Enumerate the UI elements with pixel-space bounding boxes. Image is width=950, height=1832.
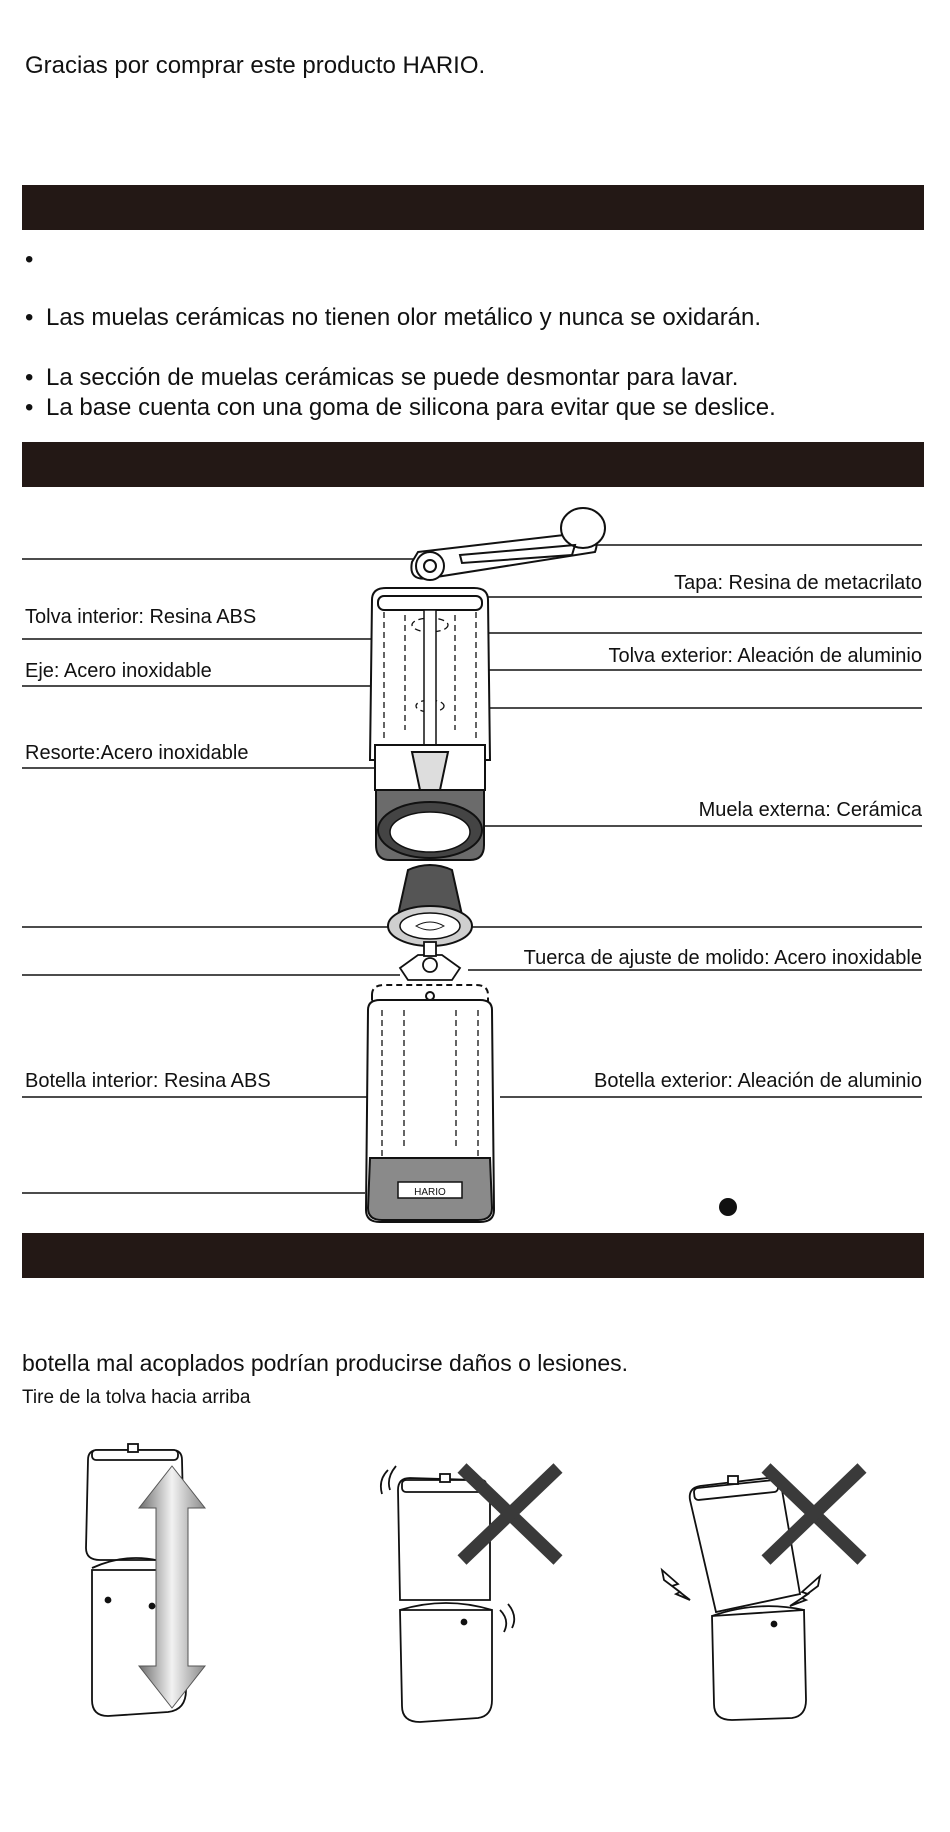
label-lid: Tapa: Resina de metacrilato [674, 572, 922, 594]
bullet: • [25, 364, 34, 391]
label-shaft: Eje: Acero inoxidable [25, 660, 212, 682]
label-outer-hopper: Tolva exterior: Aleación de aluminio [608, 645, 922, 667]
bullet: • [25, 394, 34, 421]
feature-item-3: • La sección de muelas cerámicas se puede desmontar para lavar. [25, 364, 739, 391]
label-spring: Resorte:Acero inoxidable [25, 742, 249, 764]
label-outer-bottle: Botella exterior: Aleación de aluminio [594, 1070, 922, 1092]
label-inner-bottle: Botella interior: Resina ABS [25, 1070, 271, 1092]
bottle-logo-text: HARIO [414, 1187, 446, 1198]
incorrect-usage-drawing-2 [690, 1476, 806, 1720]
warning-line-1: botella mal acoplados podrían producirse daños o lesiones. [22, 1350, 629, 1376]
label-outer-burr: Muela externa: Cerámica [698, 799, 922, 821]
intro-text: Gracias por comprar este producto HARIO. [25, 52, 486, 79]
feature-item-4: • La base cuenta con una goma de silicona para evitar que se deslice. [25, 394, 776, 421]
bullet: • [25, 304, 34, 331]
label-inner-hopper: Tolva interior: Resina ABS [25, 606, 257, 628]
bullet: • [25, 246, 34, 273]
feature-item-2: • Las muelas cerámicas no tienen olor metálico y nunca se oxidarán. [25, 304, 762, 331]
label-adjust-nut: Tuerca de ajuste de molido: Acero inoxidable [523, 947, 922, 969]
warning-line-2: Tire de la tolva hacia arriba [22, 1387, 251, 1408]
